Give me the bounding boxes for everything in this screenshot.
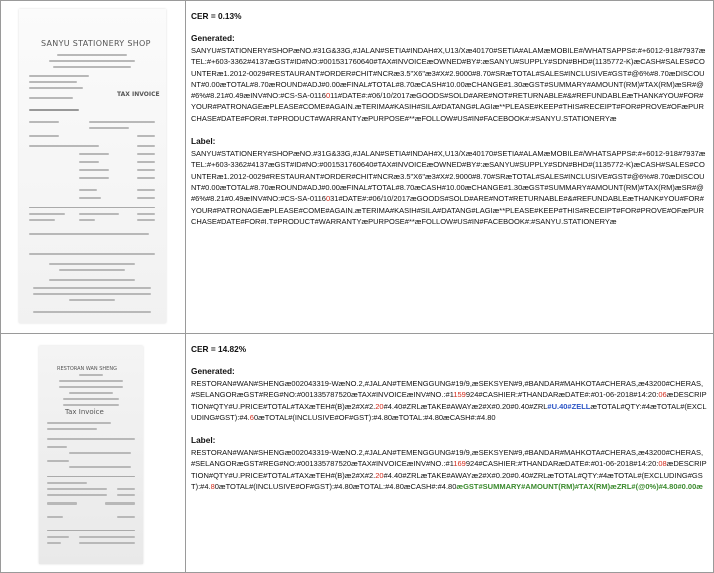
receipt-title: TAX INVOICE [117,91,160,98]
mismatch-chars: 20 [375,470,384,480]
mismatch-char: 0 [325,194,331,204]
label-heading: Label: [191,136,216,147]
label-text: SANYU#STATIONERY#SHOPæNO.#31G&33G,#JALAN#SETIA#INDAH#X,U13/Xæ40170#SETIA#ALAMæMOBILE#/WHATSAPPS#:#+6012-918#7937æTEL:#+603-3362#4137æGST#ID#NO:#001531760640#TAX#INVOICEæOWNED#BY#:æSANYU#SUPPLY#SDN#BHD#(1135772-K)æCASH#SALES#COUNTERæ1.2012-0029#RESTAURANT#ORDER#CHIT#NCRæ3.5"X6"æ3#X#2.9000#8.70#SRæTOTAL#SALES#INCLUSIVE#GST#@6%#8.70æDISCOUNT#0.00æTOTAL#8.70æROUND#ADJ#0.00æFINAL#TOTAL#8.70æCASH#10.00æCHANGE#1.30æGST#SUMMARY#AMOUNT(RM)#TAX(RM)æSR#@#6%#8.21#0.49æINV#NO:#CS-SA-0116031#DATE#:#06/10/2017æGOODS#SOLD#ARE#NOT#RETURNABLE#&#REFUNDABLEæTHANK#YOU#FOR#YOUR#PATRONAGEæPLEASE#COME#AGAIN.æTERIMA#KASIH#SILA#DATANG#LAGIæ**PLEASE#KEEP#THIS#RECEIPT#FOR#PROVE#OFæPURCHASE#DATE#FOR#I.T#PRODUCT#WARRANTYæPURPOSE#**æFOLLOW#US#IN#FACEBOOK#:#SANYU.STATIONERYæ [191,149,706,226]
label-heading: Label: [191,435,216,446]
receipt-title: Tax Invoice [65,408,104,416]
receipt-thumbnail-cell [1,334,185,572]
table-row [1,1,713,334]
mismatch-chars: 6 [249,412,254,422]
cer-score: CER = 0.13% [191,11,242,21]
generated-text: RESTORAN#WAN#SHENGæ002043319-WæNO.2,#JALAN#TEMENGGUNG#19/9,æSEKSYEN#9,#BANDAR#MAHKOTA#CHERAS,æ43200#CHERAS,#SELANGORæGST#REG#NO:#001335787520æTAX#INVOICEæINV#NO.:#1159924#CASHIER:#THANDARæDATE#:#01-06-2018#14:20:06æDESCRIPTION#QTY#U.PRICE#TOTAL#TAXæTEH#(B)æ2#X#2.20#4.40#ZRLæTAKE#AWAYæ2#X#0.20#0.40#ZRL#U.40#ZELLæTOTAL#QTY:#4æTOTAL#(EXCLUDING#GST):#4.60æTOTAL#(INCLUSIVE#OF#GST):#4.80æTOTAL:#4.80æCASH#:#4.80 [191,379,707,422]
receipt-image-wansheng [39,346,143,564]
generated-text: SANYU#STATIONERY#SHOPæNO.#31G&33G,#JALAN#SETIA#INDAH#X,U13/Xæ40170#SETIA#ALAMæMOBILE#/WHATSAPPS#:#+6012-918#7937æTEL:#+603-3362#4137æGST#ID#NO:#001531760640#TAX#INVOICEæOWNED#BY#:æSANYU#SUPPLY#SDN#BHD#(1135772-K)æCASH#SALES#COUNTERæ1.2012-0029#RESTAURANT#ORDER#CHIT#NCRæ3.5"X6"æ3#X#2.9000#8.70#SRæTOTAL#SALES#INCLUSIVE#GST#@6%#8.70æDISCOUNT#0.00æTOTAL#8.70æROUND#ADJ#0.00æFINAL#TOTAL#8.70æCASH#10.00æCHANGE#1.30æGST#SUMMARY#AMOUNT(RM)#TAX(RM)æSR#@#6%#8.21#0.49æINV#NO:#CS-SA-0116011#DATE#:#06/10/2017æGOODS#SOLD#ARE#NOT#RETURNABLE#&#REFUNDABLEæTHANK#YOU#FOR#YOUR#PATRONAGEæPLEASE#COME#AGAIN.æTERIMA#KASIH#SILA#DATANG#LAGIæ**PLEASE#KEEP#THIS#RECEIPT#FOR#PROVE#OFæPURCHASE#DATE#FOR#I.T#PRODUCT#WARRANTYæPURPOSE#**æFOLLOW#US#IN#FACEBOOK#:#SANYU.STATIONERYæ [191,46,706,123]
cer-score: CER = 14.82% [191,344,247,354]
result-text-cell [191,338,707,492]
mismatch-chars: 06 [658,390,667,400]
receipt-thumbnail-cell [1,1,185,333]
label-text: RESTORAN#WAN#SHENGæ002043319-WæNO.2,#JALAN#TEMENGGUNG#19/9,æSEKSYEN#9,#BANDAR#MAHKOTA#CHERAS,æ43200#CHERAS,#SELANGORæGST#REG#NO:#001335787520æTAX#INVOICEæINV#NO.:#1169924#CASHIER:#THANDARæDATE#:#01-06-2018#14:20:08æDESCRIPTION#QTY#U.PRICE#TOTAL#TAXæTEH#(B)æ2#X#2.20#4.40#ZRLæTAKE#AWAYæ2#X#0.20#0.40#ZRLæTOTAL#QTY:#4æTOTAL#(EXCLUDING#GST):#4.80æTOTAL#(INCLUSIVE#OF#GST):#4.80æTOTAL:#4.80æCASH#:#4.80æGST#SUMMARY#AMOUNT(RM)#TAX(RM)æZRL#(@0%)#4.80#0.00æ [191,448,707,492]
mismatch-chars: 8 [210,482,215,492]
inserted-chars: #U.40#ZELL [547,401,591,411]
mismatch-chars: 08 [658,459,667,469]
generated-heading: Generated: [191,33,235,43]
result-text-cell [191,5,707,227]
receipt-header: SANYU STATIONERY SHOP [41,39,151,48]
missing-chars: æGST#SUMMARY#AMOUNT(RM)#TAX(RM)æZRL#(@0%)#4.80#0.00æ [456,482,703,492]
mismatch-chars: 169 [453,459,466,469]
generated-heading: Generated: [191,366,235,376]
receipt-header: RESTORAN WAN SHENG [57,366,117,372]
mismatch-char: 0 [325,91,331,101]
mismatch-chars: 159 [453,390,466,400]
receipt-image-sanyu [19,9,166,323]
mismatch-chars: 20 [375,401,384,411]
table-row [1,334,713,572]
